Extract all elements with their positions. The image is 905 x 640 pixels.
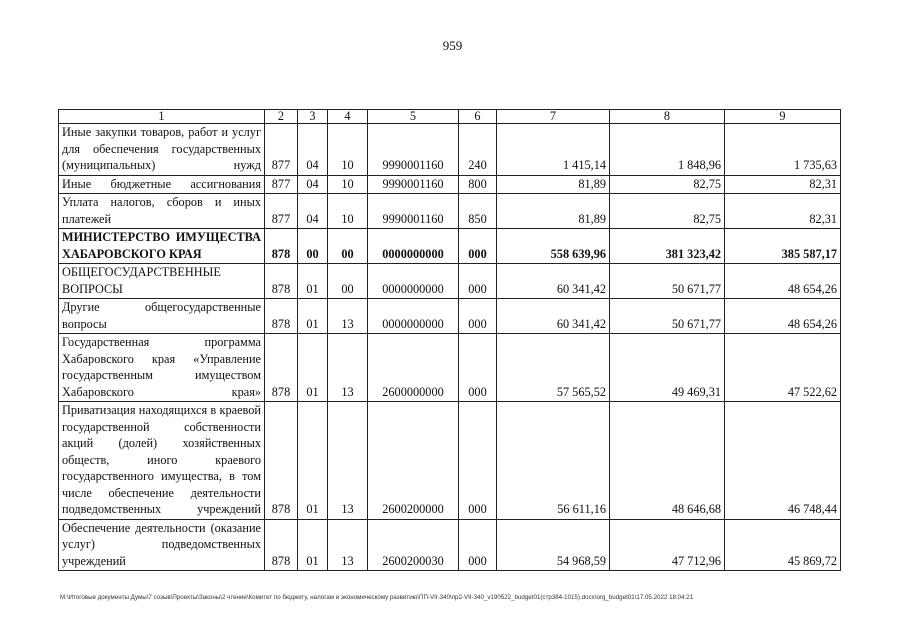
column-header: 8 [610, 110, 725, 124]
target-code: 0000000000 [368, 299, 459, 334]
section-code: 04 [298, 194, 328, 229]
column-header: 5 [368, 110, 459, 124]
expense-type-code: 800 [459, 175, 497, 194]
subsection-code: 10 [328, 124, 368, 176]
ministry-code: 878 [265, 299, 298, 334]
amount-col9: 48 654,26 [725, 264, 841, 299]
amount-col7: 558 639,96 [497, 229, 610, 264]
row-name: Приватизация находящихся в краевой государственной собственности акций (долей) хозяйственных обществ, иного краевого государственного имущества, в том числе обеспечение деятельности подведомственных учреждений [59, 402, 265, 520]
amount-col7: 81,89 [497, 194, 610, 229]
amount-col8: 49 469,31 [610, 334, 725, 402]
target-code: 0000000000 [368, 264, 459, 299]
expense-type-code: 000 [459, 229, 497, 264]
amount-col8: 50 671,77 [610, 264, 725, 299]
section-code: 01 [298, 334, 328, 402]
row-name: Государственная программа Хабаровского края «Управление государственным имуществом Хабаровского края» [59, 334, 265, 402]
subsection-code: 00 [328, 229, 368, 264]
table-row [59, 194, 841, 229]
table-row [59, 299, 841, 334]
amount-col9: 82,31 [725, 175, 841, 194]
target-code: 2600000000 [368, 334, 459, 402]
table-row [59, 264, 841, 299]
target-code: 0000000000 [368, 229, 459, 264]
section-code: 04 [298, 124, 328, 176]
expense-type-code: 000 [459, 299, 497, 334]
ministry-code: 877 [265, 124, 298, 176]
amount-col9: 47 522,62 [725, 334, 841, 402]
row-name: Уплата налогов, сборов и иных платежей [59, 194, 265, 229]
table-row [59, 175, 841, 194]
column-header: 1 [59, 110, 265, 124]
column-header: 4 [328, 110, 368, 124]
table-row [59, 229, 841, 264]
subsection-code: 10 [328, 175, 368, 194]
footer-file-path: M:\Итоговые документы Думы\7 созыв\Проекты\Законы\2 чтение\Комитет по бюджету, налогам и экономическому развитию\ПП-VII-340\пр2-VII-340_v190522_budget01(стр384-1015).docx\org_budget01\17.05.2022 18:04:21 [60, 594, 694, 601]
amount-col7: 60 341,42 [497, 299, 610, 334]
expense-type-code: 000 [459, 334, 497, 402]
amount-col7: 60 341,42 [497, 264, 610, 299]
section-code: 01 [298, 264, 328, 299]
column-header: 7 [497, 110, 610, 124]
amount-col9: 48 654,26 [725, 299, 841, 334]
page-number: 959 [442, 38, 463, 53]
subsection-code: 10 [328, 194, 368, 229]
subsection-code: 13 [328, 334, 368, 402]
amount-col8: 48 646,68 [610, 402, 725, 520]
expense-type-code: 000 [459, 519, 497, 571]
amount-col9: 46 748,44 [725, 402, 841, 520]
row-name: МИНИСТЕРСТВО ИМУЩЕСТВА ХАБАРОВСКОГО КРАЯ [59, 229, 265, 264]
expense-type-code: 850 [459, 194, 497, 229]
table-row [59, 519, 841, 571]
row-name: Иные закупки товаров, работ и услуг для обеспечения государственных (муниципальных) нужд [59, 124, 265, 176]
subsection-code: 00 [328, 264, 368, 299]
amount-col7: 56 611,16 [497, 402, 610, 520]
amount-col8: 47 712,96 [610, 519, 725, 571]
column-header: 6 [459, 110, 497, 124]
section-code: 01 [298, 299, 328, 334]
table-row [59, 334, 841, 402]
amount-col9: 1 735,63 [725, 124, 841, 176]
budget-table [58, 109, 841, 571]
row-name: Иные бюджетные ассигнования [59, 175, 265, 194]
amount-col7: 54 968,59 [497, 519, 610, 571]
amount-col9: 385 587,17 [725, 229, 841, 264]
target-code: 9990001160 [368, 194, 459, 229]
section-code: 01 [298, 402, 328, 520]
amount-col8: 50 671,77 [610, 299, 725, 334]
ministry-code: 877 [265, 175, 298, 194]
row-name: Другие общегосударственные вопросы [59, 299, 265, 334]
table-header-row [59, 110, 841, 124]
target-code: 2600200030 [368, 519, 459, 571]
subsection-code: 13 [328, 519, 368, 571]
ministry-code: 878 [265, 334, 298, 402]
amount-col7: 57 565,52 [497, 334, 610, 402]
amount-col8: 82,75 [610, 194, 725, 229]
table-row [59, 124, 841, 176]
expense-type-code: 240 [459, 124, 497, 176]
column-header: 3 [298, 110, 328, 124]
amount-col9: 45 869,72 [725, 519, 841, 571]
amount-col7: 81,89 [497, 175, 610, 194]
target-code: 2600200000 [368, 402, 459, 520]
expense-type-code: 000 [459, 264, 497, 299]
table-row [59, 402, 841, 520]
amount-col7: 1 415,14 [497, 124, 610, 176]
row-name: ОБЩЕГОСУДАРСТВЕННЫЕ ВОПРОСЫ [59, 264, 265, 299]
ministry-code: 878 [265, 264, 298, 299]
ministry-code: 877 [265, 194, 298, 229]
section-code: 00 [298, 229, 328, 264]
row-name: Обеспечение деятельности (оказание услуг) подведомственных учреждений [59, 519, 265, 571]
ministry-code: 878 [265, 229, 298, 264]
ministry-code: 878 [265, 402, 298, 520]
subsection-code: 13 [328, 299, 368, 334]
ministry-code: 878 [265, 519, 298, 571]
target-code: 9990001160 [368, 175, 459, 194]
column-header: 9 [725, 110, 841, 124]
target-code: 9990001160 [368, 124, 459, 176]
subsection-code: 13 [328, 402, 368, 520]
amount-col9: 82,31 [725, 194, 841, 229]
column-header: 2 [265, 110, 298, 124]
section-code: 01 [298, 519, 328, 571]
expense-type-code: 000 [459, 402, 497, 520]
amount-col8: 381 323,42 [610, 229, 725, 264]
amount-col8: 82,75 [610, 175, 725, 194]
section-code: 04 [298, 175, 328, 194]
amount-col8: 1 848,96 [610, 124, 725, 176]
